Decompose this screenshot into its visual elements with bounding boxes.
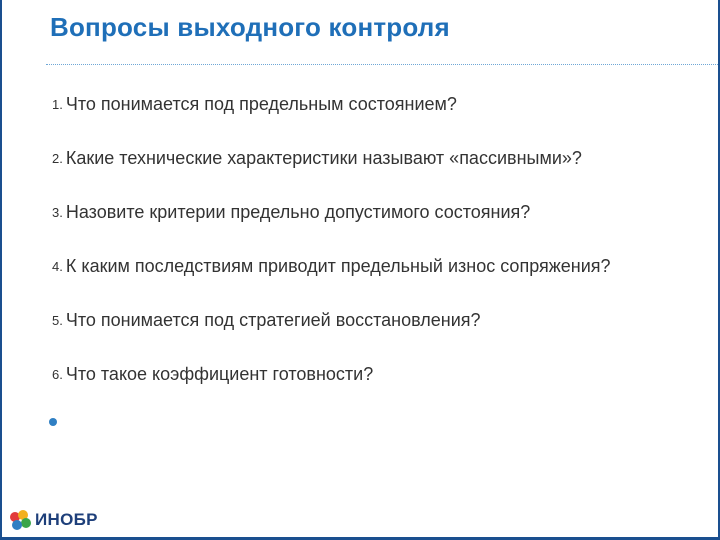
question-text: Какие технические характеристики называют «пассивными»? [65, 148, 582, 168]
question-number: 5. [52, 313, 63, 328]
question-item [52, 146, 712, 200]
question-list [52, 92, 712, 416]
logo-text: ИНОБР [35, 510, 98, 529]
question-item [52, 362, 712, 416]
slide-title: Вопросы выходного контроля [50, 12, 450, 42]
question-item [52, 92, 712, 146]
question-number: 6. [52, 367, 63, 382]
question-text: К каким последствиям приводит предельный износ сопряжения? [65, 256, 611, 276]
empty-bullet [49, 418, 57, 426]
question-item [52, 200, 712, 254]
title-divider [46, 64, 718, 65]
question-item [52, 308, 712, 362]
question-number: 2. [52, 151, 63, 166]
logo [6, 505, 98, 535]
question-text: Что понимается под стратегией восстановления? [65, 310, 481, 330]
question-number: 4. [52, 259, 63, 274]
question-text: Назовите критерии предельно допустимого состояния? [65, 202, 531, 222]
inobr-logo-icon [6, 506, 34, 534]
question-number: 1. [52, 97, 63, 112]
question-text: Что понимается под предельным состоянием? [65, 94, 457, 114]
question-number: 3. [52, 205, 63, 220]
question-item [52, 254, 712, 308]
question-text: Что такое коэффициент готовности? [65, 364, 374, 384]
